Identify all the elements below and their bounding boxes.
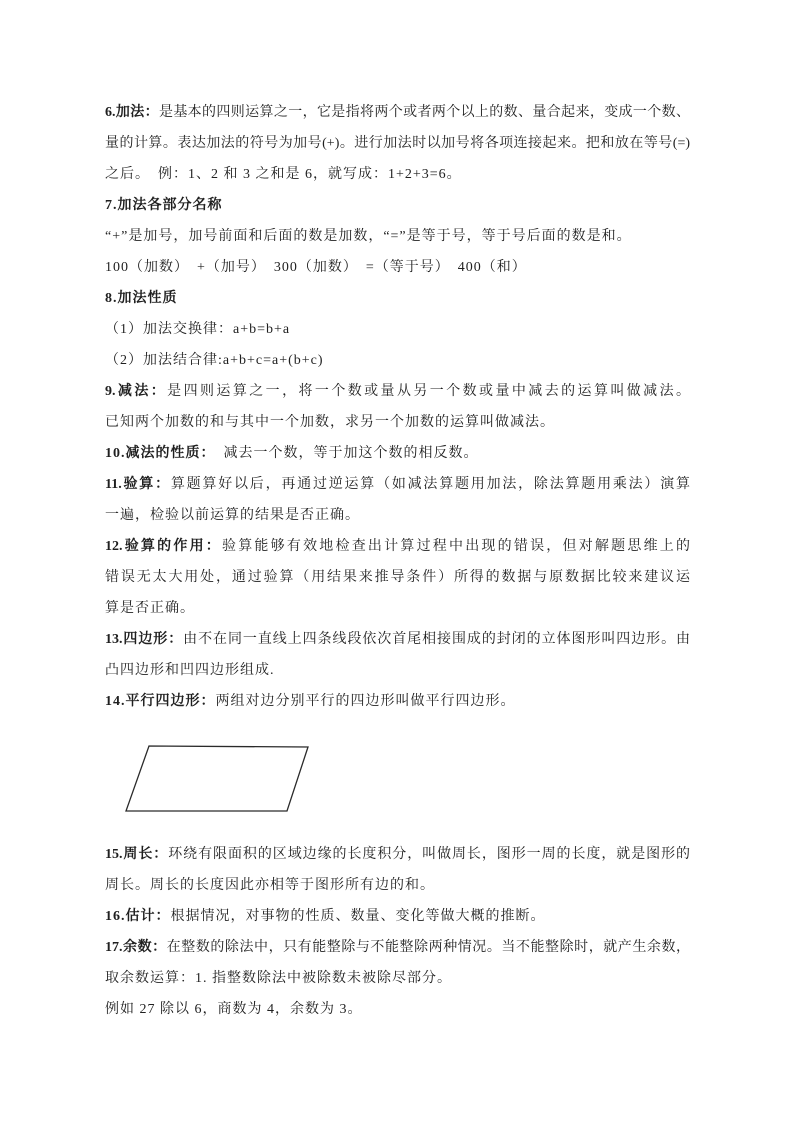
line-text: 错误无太大用处，通过验算（用结果来推导条件）所得的数据与原数据比较来建议运: [105, 570, 690, 585]
line-text: 由不在同一直线上四条线段依次首尾相接围成的封闭的立体图形叫四边形。由: [183, 632, 690, 647]
text-line-item15-2: [105, 870, 690, 901]
text-line-item11-2: [105, 500, 690, 531]
parallelogram-svg: [123, 744, 313, 814]
text-line-item13-2: [105, 655, 690, 686]
line-text: 已知两个加数的和与其中一个加数，求另一个加数的运算叫做减法。: [105, 415, 555, 430]
line-text: 凸四边形和凹四边形组成.: [105, 663, 275, 678]
line-text: 验算能够有效地检查出计算过程中出现的错误，但对解题思维上的: [222, 539, 690, 554]
term-label: 17.余数：: [105, 940, 167, 955]
text-line-item11-1: [105, 469, 690, 500]
text-line-item6-3: [105, 159, 690, 190]
text-line-item16: [105, 901, 690, 932]
line-text: 算是否正确。: [105, 601, 195, 616]
term-label: 7.加法各部分名称: [105, 198, 223, 213]
term-label: 16.估计：: [105, 909, 171, 924]
line-text: 之后。 例：1、2 和 3 之和是 6，就写成：1+2+3=6。: [105, 167, 462, 182]
line-text: 是基本的四则运算之一，它是指将两个或者两个以上的数、量合起来，变成一个数、: [158, 105, 690, 120]
text-line-item7-3: [105, 252, 690, 283]
text-line-item8-heading: [105, 283, 690, 314]
line-text: 环绕有限面积的区域边缘的长度积分，叫做周长，图形一周的长度，就是图形的: [168, 847, 690, 862]
term-label: 11.验算：: [105, 477, 171, 492]
text-line-item7-heading: [105, 190, 690, 221]
text-line-item15-1: [105, 839, 690, 870]
text-line-item14: [105, 686, 690, 717]
parallelogram-figure: [123, 744, 313, 814]
term-label: 12.验算的作用：: [105, 539, 222, 554]
line-text: 算题算好以后，再通过逆运算（如减法算题用加法，除法算题用乘法）演算: [170, 477, 690, 492]
term-label: 8.加法性质: [105, 291, 178, 306]
line-text: 100（加数） +（加号） 300（加数） =（等于号） 400（和）: [105, 260, 527, 275]
text-line-item12-2: [105, 562, 690, 593]
text-line-item9-1: [105, 376, 690, 407]
text-line-item7-2: [105, 221, 690, 252]
line-text: 根据情况，对事物的性质、数量、变化等做大概的推断。: [170, 909, 546, 924]
term-label: 13.四边形：: [105, 632, 184, 647]
text-line-item17-2: [105, 963, 690, 994]
text-line-item17-example: [105, 994, 690, 1025]
line-text: 是四则运算之一，将一个数或量从另一个数或量中减去的运算叫做减法。: [167, 384, 690, 399]
line-text: 一遍，检验以前运算的结果是否正确。: [105, 508, 360, 523]
text-line-item12-1: [105, 531, 690, 562]
term-label: 15.周长：: [105, 847, 169, 862]
text-line-item8-rule1: [105, 314, 690, 345]
line-text: 例如 27 除以 6，商数为 4，余数为 3。: [105, 1002, 363, 1017]
parallelogram-shape: [126, 746, 308, 811]
text-line-item6-2: [105, 128, 690, 159]
line-text: （1）加法交换律：a+b=b+a: [105, 322, 291, 337]
line-text: 量的计算。表达加法的符号为加号(+)。进行加法时以加号将各项连接起来。把和放在等号(=): [105, 136, 690, 151]
term-label: 14.平行四边形：: [105, 694, 216, 709]
term-label: 10.减法的性质：: [105, 446, 209, 461]
text-line-item17-1: [105, 932, 690, 963]
text-line-item10: [105, 438, 690, 469]
line-text: 减去一个数，等于加这个数的相反数。: [208, 446, 479, 461]
text-line-item13-1: [105, 624, 690, 655]
text-line-item6-1: [105, 97, 690, 128]
text-line-item12-3: [105, 593, 690, 624]
line-text: 在整数的除法中，只有能整除与不能整除两种情况。当不能整除时，就产生余数，: [166, 940, 690, 955]
line-text: 取余数运算：1. 指整数除法中被除数未被除尽部分。: [105, 971, 452, 986]
document-body: [105, 97, 690, 1025]
line-text: （2）加法结合律:a+b+c=a+(b+c): [105, 353, 324, 368]
term-label: 6.加法：: [105, 105, 159, 120]
line-text: “+”是加号，加号前面和后面的数是加数，“=”是等于号，等于号后面的数是和。: [105, 229, 632, 244]
text-line-item9-2: [105, 407, 690, 438]
text-line-item8-rule2: [105, 345, 690, 376]
term-label: 9.减法：: [105, 384, 168, 399]
line-text: 两组对边分别平行的四边形叫做平行四边形。: [215, 694, 516, 709]
line-text: 周长。周长的长度因此亦相等于图形所有边的和。: [105, 878, 435, 893]
